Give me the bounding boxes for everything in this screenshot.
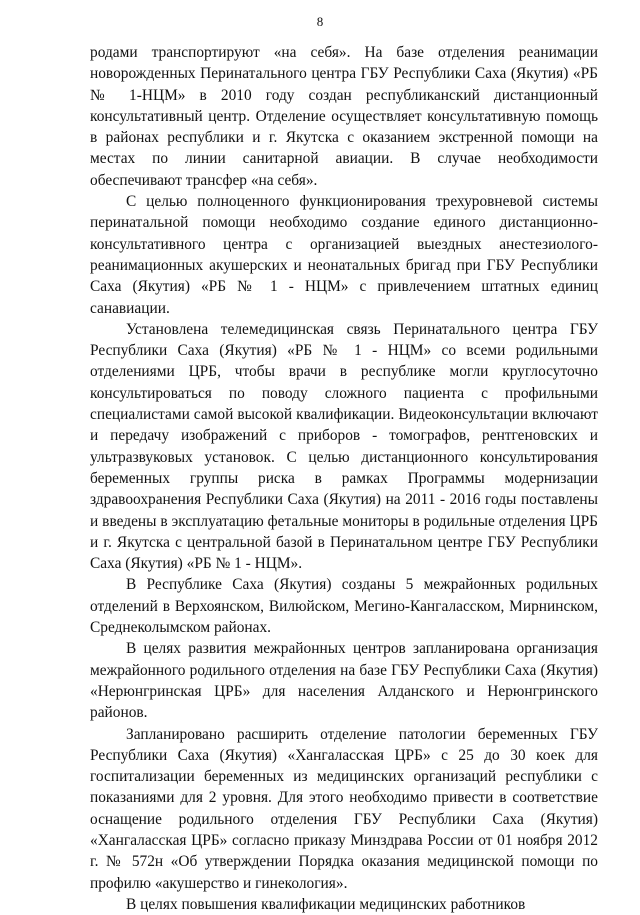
paragraph-continued: родами транспортируют «на себя». На базе отделения реанимации новорожденных Перинатального центра ГБУ Республики Саха (Якутия) «РБ № 1-НЦМ» в 2010 году создан республиканский дистанционный консультативный центр. Отделение осуществляет консультативную помощь в районах республики и г. Якутска с оказанием экстренной помощи на местах по линии санитарной авиации. В случае необходимости обеспечивают трансфер «на себя».	[90, 44, 598, 189]
document-body	[90, 42, 598, 915]
paragraph: С целью полноценного функционирования трехуровневой системы перинатальной помощи необходимо создание единого дистанционно-консультативного центра с организацией выездных анестезиолого-реанимационных акушерских и неонатальных бригад при ГБУ Республики Саха (Якутия) «РБ № 1 - НЦМ» с привлечением штатных единиц санавиации.	[90, 193, 598, 317]
paragraph: Запланировано расширить отделение патологии беременных ГБУ Республики Саха (Якутия) «Хангаласская ЦРБ» с 25 до 30 коек для госпитализации беременных из медицинских организаций республики с показаниями для 2 уровня. Для этого необходимо привести в соответствие оснащение родильного отделения ГБУ Республики Саха (Якутия) «Хангаласская ЦРБ» согласно приказу Минздрава России от 01 ноября 2012 г. № 572н «Об утверждении Порядка оказания медицинской помощи по профилю «акушерство и гинекология».	[90, 725, 598, 892]
paragraph: Установлена телемедицинская связь Перинатального центра ГБУ Республики Саха (Якутия) «РБ № 1 - НЦМ» со всеми родильными отделениями ЦРБ, чтобы врачи в республике могли круглосуточно консультироваться по поводу сложного пациента с профильными специалистами самой высокой квалификации. Видеоконсультации включают и передачу изображений с приборов - томографов, рентгеновских и ультразвуковых установок. С целью дистанционного консультирования беременных группы риска в рамках Программы модернизации здравоохранения Республики Саха (Якутия) на 2011 - 2016 годы поставлены и введены в эксплуатацию фетальные мониторы в родильные отделения ЦРБ и г. Якутска с центральной базой в Перинатальном центре ГБУ Республики Саха (Якутия) «РБ № 1 - НЦМ».	[90, 320, 598, 573]
page-number: 8	[316, 14, 324, 29]
paragraph: В целях повышения квалификации медицинских работников	[126, 895, 526, 913]
paragraph: В Республике Саха (Якутия) созданы 5 межрайонных родильных отделений в Верхоянском, Вилюйском, Мегино-Кангаласском, Мирнинском, Среднеколымском районах.	[90, 576, 598, 637]
paragraph: В целях развития межрайонных центров запланирована организация межрайонного родильного отделения на базе ГБУ Республики Саха (Якутия) «Нерюнгринская ЦРБ» для населения Алданского и Нерюнгринского районов.	[90, 640, 598, 722]
